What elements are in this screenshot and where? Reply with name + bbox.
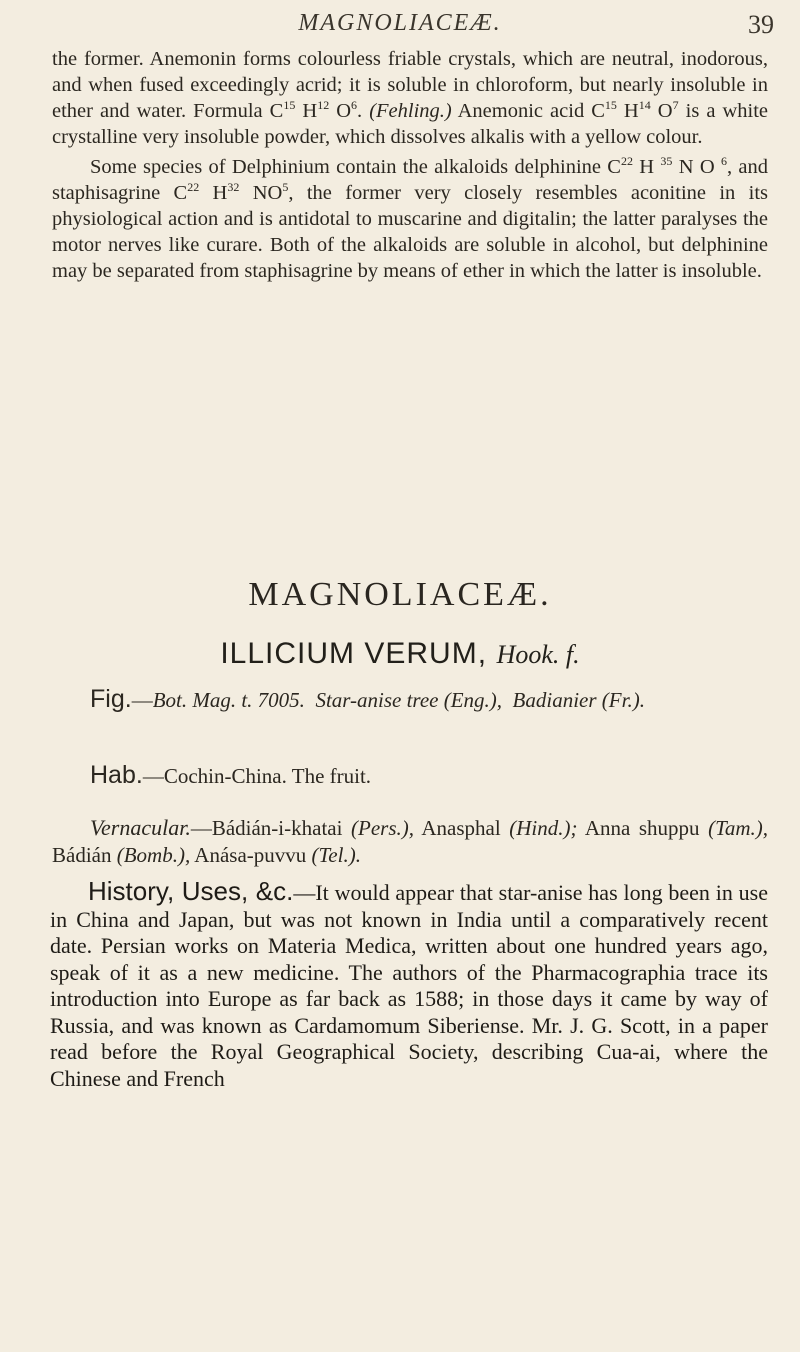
paragraph-delphinium (52, 154, 768, 284)
text-run: — (131, 688, 153, 712)
page-number: 39 (748, 10, 774, 39)
vernacular-entry (52, 814, 768, 869)
formula-superscript: 14 (638, 98, 651, 112)
species-authority: Hook. f. (496, 640, 580, 669)
language-abbr: (Fr.). (601, 688, 645, 712)
text-run: —Bádián-i-khatai (190, 816, 351, 840)
language-abbr: (Tam.), (708, 816, 769, 840)
text-run: Anna shuppu (577, 816, 709, 840)
history-entry (50, 878, 768, 1092)
text-run: N O (672, 156, 721, 178)
common-name-english: Star-anise tree (315, 688, 439, 712)
language-abbr: (Hind.); (509, 816, 578, 840)
fig-entry (52, 686, 768, 714)
paragraph-anemonin (52, 46, 768, 150)
language-abbr: (Eng.), (443, 688, 503, 712)
text-run: Some species of Delphinium contain the alkaloids delphinine C (90, 156, 621, 178)
text-run: O (650, 100, 673, 122)
fig-reference: Bot. Mag. t. 7005. (152, 688, 305, 712)
formula-superscript: 15 (604, 98, 617, 112)
continued-paragraph (52, 46, 768, 284)
text-run: , the former very closely resembles aconitine in its physiological action and is antidotal to muscarine and digitalin; the latter paralyses the motor nerves like curare. Both of the alkaloids are soluble in alcohol, but delphinine may be separated from staphisagrine by means of ether in which the latter is insoluble. (52, 182, 769, 282)
text-run: is a white crystalline very insoluble powder, which dissolves alkalis with a yellow colour. (52, 100, 768, 148)
language-abbr: (Bomb.), (116, 843, 191, 867)
formula-superscript: 32 (227, 180, 240, 194)
species-name: ILLICIUM VERUM, (220, 637, 488, 670)
text-run: Anása-puvvu (190, 843, 312, 867)
hab-label: Hab. (90, 761, 143, 789)
history-label: History, Uses, &c. (88, 876, 294, 906)
formula-superscript: 35 (660, 154, 673, 168)
text-run: H (295, 100, 318, 122)
text-run: Anasphal (413, 816, 510, 840)
text-run: , and staphisagrine C (52, 156, 769, 204)
text-run: . (357, 100, 370, 122)
formula-superscript: 12 (317, 98, 330, 112)
formula-superscript: 7 (672, 98, 679, 112)
text-run: the former. Anemonin forms colourless friable crystals, which are neutral, inodorous, and when fused exceedingly acrid; it is soluble in chloroform, but nearly insoluble in ether and water. Formula C (52, 48, 768, 122)
text-run: O (329, 100, 352, 122)
common-name-french: Badianier (512, 688, 597, 712)
running-title: MAGNOLIACEÆ. (298, 10, 502, 36)
fig-label: Fig. (90, 685, 132, 713)
text-run: Bádián (52, 843, 117, 867)
formula-superscript: 15 (283, 98, 296, 112)
text-run: NO (239, 182, 283, 204)
species-heading (0, 636, 800, 671)
language-abbr: (Pers.), (351, 816, 414, 840)
history-text: —It would appear that star-anise has long been in use in China and Japan, but was not known in India until a comparatively recent date. Persian works on Materia Medica, written about one hundred years ago, speak of it as a new medicine. The authors of the Pharmacographia trace its introduction into Europe as far back as 1588; in those days it came by way of Russia, and was known as Cardamomum Siberiense. Mr. J. G. Scott, in a paper read before the Royal Geographical Society, describing Cua-ai, where the Chinese and French (50, 880, 768, 1091)
text-run: H (199, 182, 228, 204)
vernacular-label: Vernacular. (90, 815, 191, 840)
formula-superscript: 6 (720, 154, 727, 168)
citation-fehling: (Fehling.) (369, 100, 452, 122)
formula-superscript: 22 (187, 180, 200, 194)
formula-superscript: 22 (620, 154, 633, 168)
formula-superscript: 6 (351, 98, 358, 112)
text-run: H (632, 156, 661, 178)
language-abbr: (Tel.). (311, 843, 361, 867)
text-run: Anemonic acid C (451, 100, 605, 122)
section-title: MAGNOLIACEÆ. (248, 576, 552, 613)
running-head (0, 6, 800, 42)
formula-superscript: 5 (282, 180, 289, 194)
hab-entry (52, 762, 768, 790)
text-run: H (616, 100, 639, 122)
hab-text: —Cochin-China. The fruit. (142, 764, 372, 788)
